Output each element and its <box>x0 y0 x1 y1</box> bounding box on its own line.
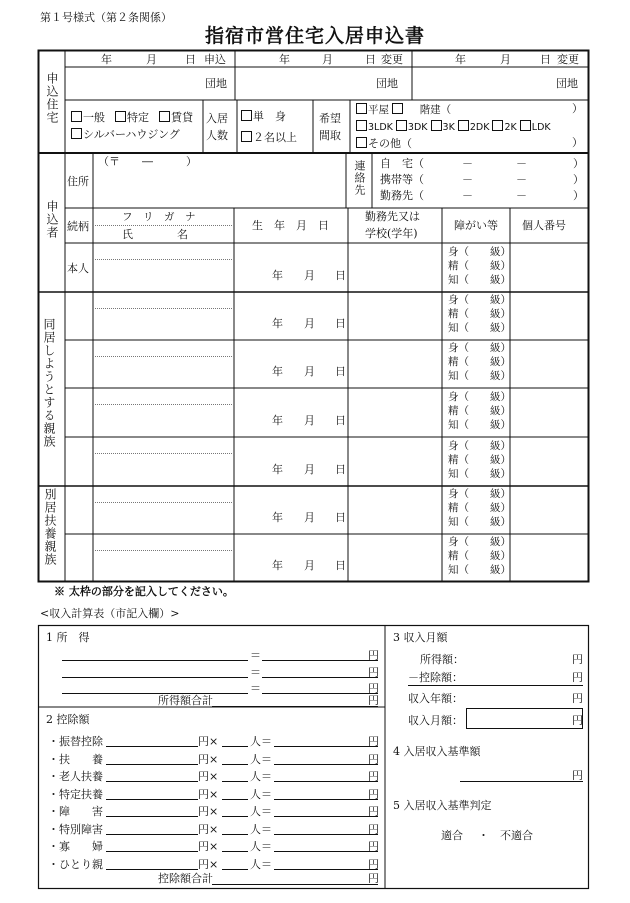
date-month: 月 <box>322 53 333 66</box>
yen-times: 円× <box>198 788 219 801</box>
honnin-label: 本人 <box>67 262 89 275</box>
deduction-count-field[interactable] <box>222 851 248 852</box>
apply-label: 申込 <box>204 53 226 66</box>
deduction-amount-field[interactable] <box>106 816 198 817</box>
income-amount-field[interactable] <box>62 677 248 678</box>
disability-sei: 精（ 級） <box>448 356 511 368</box>
judge-separator: ・ <box>478 829 489 842</box>
contact-close: ） <box>573 157 584 170</box>
equals-sign: ＝ <box>250 682 261 695</box>
disability-shin: 身（ 級） <box>448 488 511 500</box>
standard-title: 4 入居収入基準額 <box>393 745 481 758</box>
yen-label: 円 <box>368 649 379 662</box>
birth-year: 年 <box>272 414 283 427</box>
address-label: 住所 <box>67 175 89 188</box>
birth-month: 月 <box>304 463 315 476</box>
contact-sep: － <box>516 173 527 186</box>
monthly-shotoku: 所得額： <box>420 653 464 666</box>
yen-label: 円 <box>368 805 379 818</box>
danchi-label: 団地 <box>556 77 578 90</box>
yen-times: 円× <box>198 735 219 748</box>
yen-label: 円 <box>368 666 379 679</box>
standard-field[interactable] <box>460 781 583 782</box>
deduction-item: ・特定扶養 <box>48 788 103 801</box>
judge-ng[interactable]: 不適合 <box>500 829 533 842</box>
deduction-count-field[interactable] <box>222 869 248 870</box>
yen-times: 円× <box>198 770 219 783</box>
yen-label: 円 <box>368 858 379 871</box>
deduction-amount-field[interactable] <box>106 869 198 870</box>
contact-close: ） <box>573 189 584 202</box>
yen-times: 円× <box>198 840 219 853</box>
date-year: 年 <box>455 53 466 66</box>
deduction-result-field[interactable] <box>274 851 378 852</box>
madori-kaidate: 階建（ <box>419 104 452 116</box>
col-disability: 障がい等 <box>454 219 498 232</box>
deduction-result-field[interactable] <box>274 746 378 747</box>
deduction-count-field[interactable] <box>222 746 248 747</box>
yen-label: 円 <box>368 694 379 707</box>
disability-chi: 知（ 級） <box>448 274 511 286</box>
birth-day: 日 <box>335 365 346 378</box>
nin-equals: 人＝ <box>250 840 272 853</box>
deduction-item: ・老人扶養 <box>48 770 103 783</box>
contact-sep: － <box>516 157 527 170</box>
col-furigana: フ リ ガ ナ <box>122 211 196 223</box>
deduction-amount-field[interactable] <box>106 834 198 835</box>
deduction-amount-field[interactable] <box>106 764 198 765</box>
deduction-item: ・扶 養 <box>48 753 103 766</box>
disability-shin: 身（ 級） <box>448 536 511 548</box>
yen-label: 円 <box>572 653 583 666</box>
section-applicant: 申込者 <box>45 200 59 239</box>
section-doukyo: 同居しようとする親族 <box>42 318 56 448</box>
disability-chi: 知（ 級） <box>448 419 511 431</box>
postal-code-label: （〒 ― ） <box>98 155 197 168</box>
yen-times: 円× <box>198 805 219 818</box>
nin-equals: 人＝ <box>250 770 272 783</box>
disability-sei: 精（ 級） <box>448 454 511 466</box>
judge-ok[interactable]: 適合 <box>441 829 463 842</box>
deduction-amount-field[interactable] <box>106 746 198 747</box>
judge-title: 5 入居収入基準判定 <box>393 799 492 812</box>
col-work-1: 勤務先又は <box>365 210 420 223</box>
date-day: 日 <box>365 53 376 66</box>
two-plus-label: ２名以上 <box>253 131 297 144</box>
contact-close: ） <box>573 173 584 186</box>
type-chintai-label: 賃貸 <box>171 111 193 124</box>
madori-2k: 2K <box>504 122 517 133</box>
income-result-field[interactable] <box>262 677 378 678</box>
disability-shin: 身（ 級） <box>448 440 511 452</box>
deduction-result-field[interactable] <box>274 816 378 817</box>
birth-day: 日 <box>335 559 346 572</box>
birth-year: 年 <box>272 463 283 476</box>
monthly-nen: 収入年額： <box>408 692 463 705</box>
contact-sep: － <box>516 189 527 202</box>
nin-equals: 人＝ <box>250 788 272 801</box>
disability-sei: 精（ 級） <box>448 550 511 562</box>
deduction-item: ・ひとり親 <box>48 858 103 871</box>
nyukyo-ninzu-label: 入居人数 <box>206 112 228 142</box>
deduction-result-field[interactable] <box>274 799 378 800</box>
type-tokutei-label: 特定 <box>127 111 149 124</box>
yen-times: 円× <box>198 823 219 836</box>
col-shimei: 氏 名 <box>122 228 188 241</box>
deduction-total-label: 控除額合計 <box>158 872 213 885</box>
deduction-result-field[interactable] <box>274 834 378 835</box>
yen-times: 円× <box>198 858 219 871</box>
contact-sep: － <box>462 157 473 170</box>
madori-other-label: その他（ <box>368 137 412 150</box>
deduction-title: 2 控除額 <box>46 713 90 726</box>
yen-label: 円 <box>572 692 583 705</box>
kojo-underline <box>408 685 583 686</box>
deduction-count-field[interactable] <box>222 781 248 782</box>
income-total-label: 所得額合計 <box>158 694 213 707</box>
date-month: 月 <box>146 53 157 66</box>
change-label: 変更 <box>381 53 403 66</box>
nin-equals: 人＝ <box>250 823 272 836</box>
calc-table-title: <収入計算表（市記入欄）> <box>40 607 180 620</box>
change-label: 変更 <box>557 53 579 66</box>
nin-equals: 人＝ <box>250 805 272 818</box>
yen-label: 円 <box>368 840 379 853</box>
deduction-result-field[interactable] <box>274 869 378 870</box>
birth-day: 日 <box>335 317 346 330</box>
disability-sei: 精（ 級） <box>448 260 511 272</box>
deduction-amount-field[interactable] <box>106 781 198 782</box>
deduction-item: ・寡 婦 <box>48 840 103 853</box>
col-birth: 生 年 月 日 <box>252 219 329 232</box>
col-work-2: 学校(学年) <box>365 227 418 240</box>
disability-shin: 身（ 級） <box>448 342 511 354</box>
disability-sei: 精（ 級） <box>448 502 511 514</box>
deduction-result-field[interactable] <box>274 764 378 765</box>
disability-chi: 知（ 級） <box>448 322 511 334</box>
instruction-note: ※ 太枠の部分を記入してください。 <box>54 585 234 598</box>
madori-3k: 3K <box>442 122 455 133</box>
contact-label: 連絡先 <box>353 160 366 196</box>
yen-label: 円 <box>368 753 379 766</box>
deduction-count-field[interactable] <box>222 834 248 835</box>
disability-shin: 身（ 級） <box>448 246 511 258</box>
form-number: 第１号様式（第２条関係） <box>40 11 172 24</box>
birth-month: 月 <box>304 269 315 282</box>
income-amount-field[interactable] <box>62 660 248 661</box>
nin-equals: 人＝ <box>250 753 272 766</box>
yen-label: 円 <box>572 671 583 684</box>
yen-label: 円 <box>368 735 379 748</box>
disability-chi: 知（ 級） <box>448 564 511 576</box>
deduction-item: ・特別障害 <box>48 823 103 836</box>
deduction-result-field[interactable] <box>274 781 378 782</box>
deduction-amount-field[interactable] <box>106 799 198 800</box>
contact-sep: － <box>462 189 473 202</box>
section-bekkyo: 別居扶養親族 <box>43 488 57 566</box>
birth-day: 日 <box>335 511 346 524</box>
birth-month: 月 <box>304 511 315 524</box>
income-title: 1 所 得 <box>46 631 90 644</box>
nin-equals: 人＝ <box>250 735 272 748</box>
single-label: 単 身 <box>253 110 286 123</box>
disability-chi: 知（ 級） <box>448 516 511 528</box>
col-zokugara: 続柄 <box>67 220 89 233</box>
yen-label: 円 <box>368 788 379 801</box>
disability-sei: 精（ 級） <box>448 405 511 417</box>
madori-close: ） <box>572 102 583 115</box>
equals-sign: ＝ <box>250 649 261 662</box>
deduction-item: ・障 害 <box>48 805 103 818</box>
deduction-item: ・振替控除 <box>48 735 103 748</box>
income-total-field[interactable] <box>212 706 378 707</box>
date-day: 日 <box>185 53 196 66</box>
madori-3ldk: 3LDK <box>368 122 393 133</box>
danchi-label: 団地 <box>376 77 398 90</box>
birth-year: 年 <box>272 317 283 330</box>
monthly-title: 3 収入月額 <box>393 631 448 644</box>
income-result-field[interactable] <box>262 693 378 694</box>
type-silver-label: シルバーハウジング <box>83 128 180 141</box>
yen-label: 円 <box>368 872 379 885</box>
monthly-kojo: －控除額： <box>408 671 463 684</box>
disability-shin: 身（ 級） <box>448 391 511 403</box>
contact-sep: － <box>462 173 473 186</box>
madori-3dk: 3DK <box>407 122 428 133</box>
equals-sign: ＝ <box>250 666 261 679</box>
yen-label: 円 <box>368 770 379 783</box>
monthly-getsu: 収入月額： <box>408 714 463 727</box>
yen-label: 円 <box>572 769 583 782</box>
disability-sei: 精（ 級） <box>448 308 511 320</box>
madori-2dk: 2DK <box>469 122 490 133</box>
birth-month: 月 <box>304 559 315 572</box>
madori-close: ） <box>572 136 583 149</box>
danchi-label: 団地 <box>205 77 227 90</box>
contact-home: 自 宅（ <box>380 157 424 170</box>
disability-chi: 知（ 級） <box>448 468 511 480</box>
yen-times: 円× <box>198 753 219 766</box>
yen-label: 円 <box>368 823 379 836</box>
deduction-count-field[interactable] <box>222 799 248 800</box>
income-amount-field[interactable] <box>62 693 248 694</box>
deduction-count-field[interactable] <box>222 816 248 817</box>
deduction-total-field[interactable] <box>212 884 378 885</box>
madori-ldk: LDK <box>531 122 551 133</box>
col-kojin: 個人番号 <box>522 219 566 232</box>
birth-day: 日 <box>335 269 346 282</box>
disability-chi: 知（ 級） <box>448 370 511 382</box>
birth-day: 日 <box>335 414 346 427</box>
yen-label: 円 <box>572 714 583 727</box>
deduction-count-field[interactable] <box>222 764 248 765</box>
date-day: 日 <box>540 53 551 66</box>
date-year: 年 <box>279 53 290 66</box>
contact-mobile: 携帯等（ <box>380 173 424 186</box>
form-title: 指宿市営住宅入居申込書 <box>205 25 426 47</box>
birth-year: 年 <box>272 365 283 378</box>
birth-month: 月 <box>304 317 315 330</box>
section-applied-housing: 申込住宅 <box>45 72 59 124</box>
contact-work: 勤務先（ <box>380 189 424 202</box>
birth-month: 月 <box>304 365 315 378</box>
deduction-amount-field[interactable] <box>106 851 198 852</box>
birth-month: 月 <box>304 414 315 427</box>
madori-hiraya: 平屋 <box>368 104 389 116</box>
monthly-income-box[interactable] <box>466 708 583 729</box>
income-result-field[interactable] <box>262 660 378 661</box>
kibou-madori-label: 希望間取 <box>319 112 341 142</box>
date-month: 月 <box>500 53 511 66</box>
disability-shin: 身（ 級） <box>448 294 511 306</box>
date-year: 年 <box>101 53 112 66</box>
birth-year: 年 <box>272 559 283 572</box>
birth-year: 年 <box>272 269 283 282</box>
nin-equals: 人＝ <box>250 858 272 871</box>
birth-day: 日 <box>335 463 346 476</box>
birth-year: 年 <box>272 511 283 524</box>
type-ippan-label: 一般 <box>83 111 105 124</box>
yen-label: 円 <box>368 682 379 695</box>
